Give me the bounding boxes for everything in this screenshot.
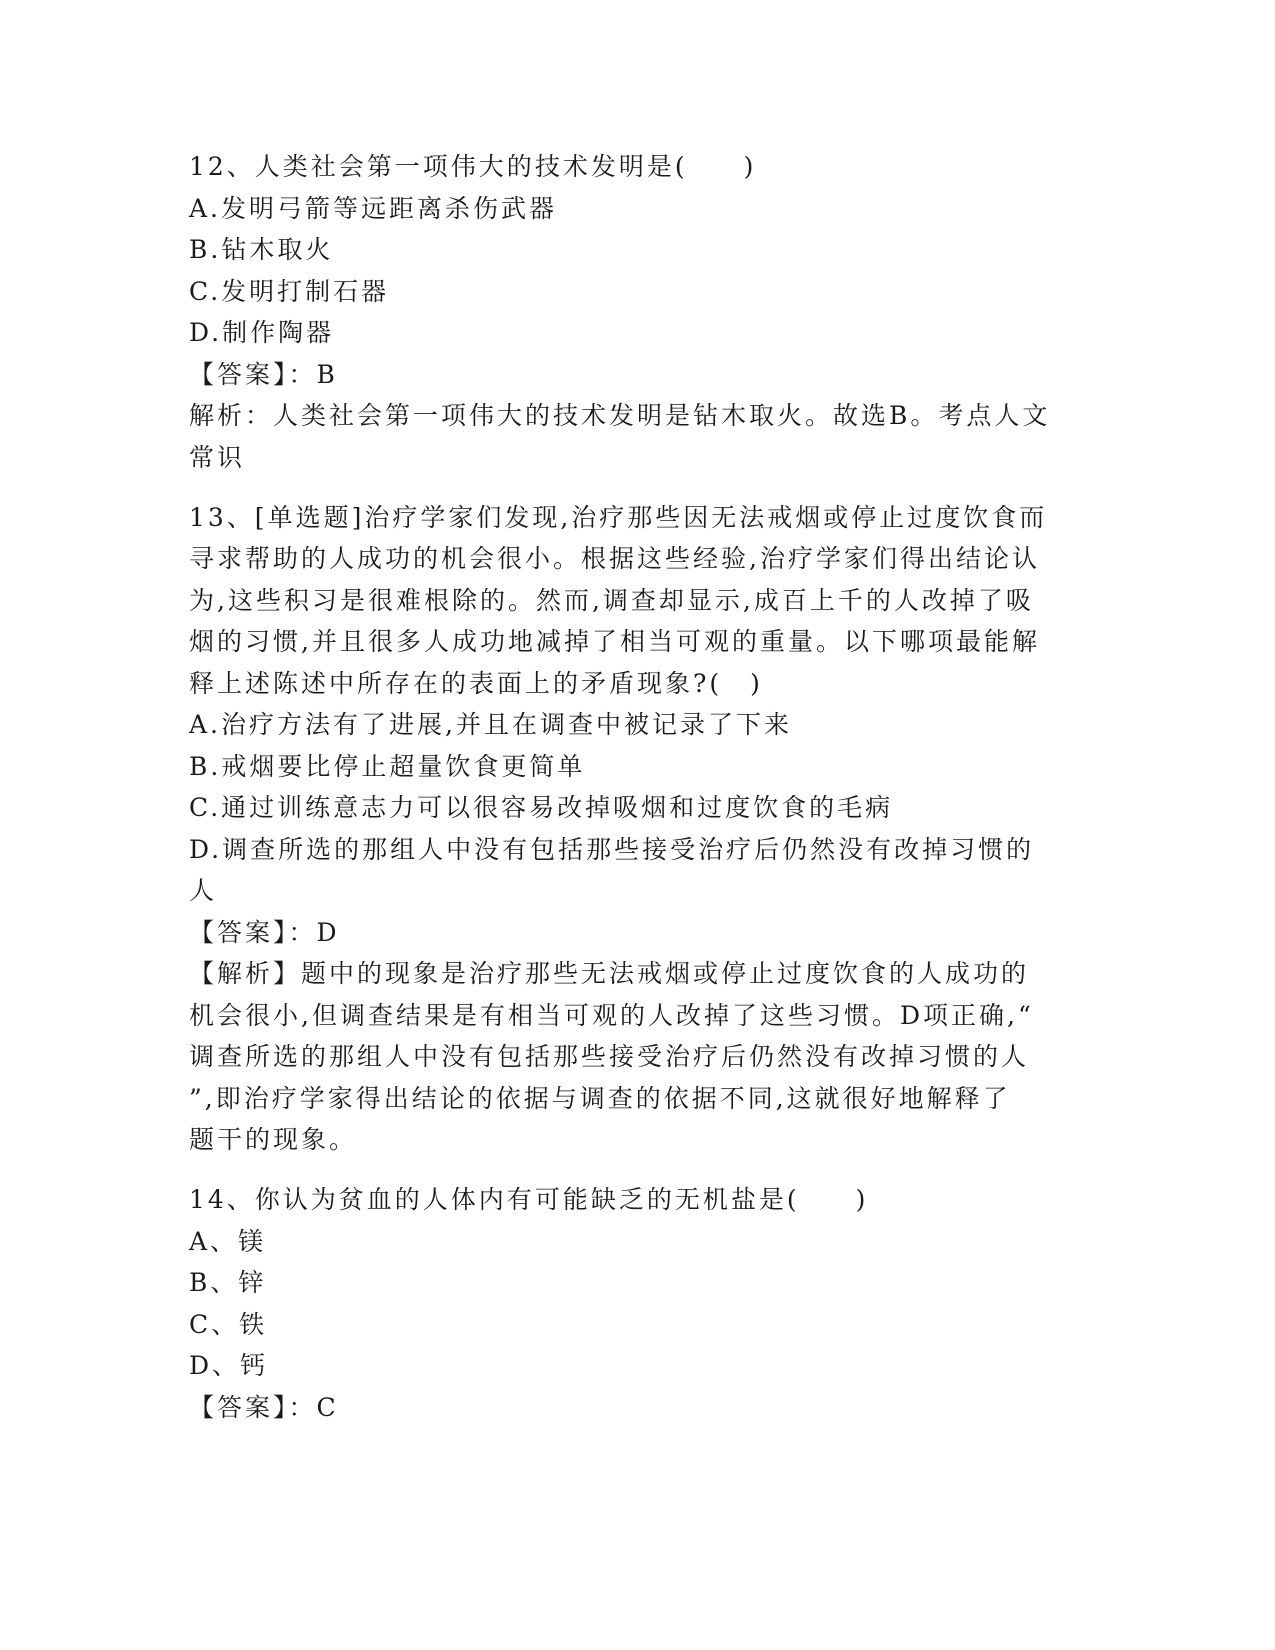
q13-analysis-line: 题干的现象。 [189, 1125, 358, 1154]
q12-analysis-line: 解析：人类社会第一项伟大的技术发明是钻木取火。故选B。考点人文 [189, 401, 1051, 430]
q13-option-b: B.戒烟要比停止超量饮食更简单 [189, 752, 586, 781]
q13-stem-line: 寻求帮助的人成功的机会很小。根据这些经验,治疗学家们得出结论认 [189, 544, 1040, 573]
q12-analysis-line: 常识 [189, 443, 246, 472]
q12-option-d: D.制作陶器 [189, 318, 335, 347]
q14-stem: 14、你认为贫血的人体内有可能缺乏的无机盐是( ) [189, 1185, 869, 1214]
q14-option-a: A、镁 [189, 1227, 267, 1256]
q12-stem: 12、人类社会第一项伟大的技术发明是( ) [189, 152, 757, 181]
q13-option-a: A.治疗方法有了进展,并且在调查中被记录了下来 [189, 710, 792, 739]
q13-analysis-line: 机会很小,但调查结果是有相当可观的人改掉了这些习惯。D项正确,“ [189, 1001, 1034, 1030]
q13-stem-line: 为,这些积习是很难根除的。然而,调查却显示,成百上千的人改掉了吸 [189, 586, 1034, 615]
q13-option-d: D.调查所选的那组人中没有包括那些接受治疗后仍然没有改掉习惯的 [189, 835, 1035, 864]
q13-stem-line: 13、[单选题]治疗学家们发现,治疗那些因无法戒烟或停止过度饮食而 [189, 503, 1048, 532]
q14-answer: 【答案】：C [189, 1393, 339, 1422]
q12-option-a: A.发明弓箭等远距离杀伤武器 [189, 194, 558, 223]
q13-analysis-line: 【解析】题中的现象是治疗那些无法戒烟或停止过度饮食的人成功的 [189, 959, 1030, 988]
q14-option-b: B、锌 [189, 1268, 267, 1297]
q13-analysis-line: 调查所选的那组人中没有包括那些接受治疗后仍然没有改掉习惯的人 [189, 1042, 1030, 1071]
q14-option-d: D、钙 [189, 1351, 269, 1380]
q12-option-c: C.发明打制石器 [189, 277, 390, 306]
q13-answer: 【答案】：D [189, 918, 340, 947]
q14-option-c: C、铁 [189, 1310, 268, 1339]
q13-stem-line: 释上述陈述中所存在的表面上的矛盾现象?( ) [189, 669, 763, 698]
q12-option-b: B.钻木取火 [189, 235, 334, 264]
q13-stem-line: 烟的习惯,并且很多人成功地减掉了相当可观的重量。以下哪项最能解 [189, 627, 1040, 656]
q13-option-c: C.通过训练意志力可以很容易改掉吸烟和过度饮食的毛病 [189, 793, 894, 822]
q13-option-d-cont: 人 [189, 876, 218, 905]
q13-analysis-line: ”,即治疗学家得出结论的依据与调查的依据不同,这就很好地解释了 [189, 1084, 1011, 1113]
q12-answer: 【答案】：B [189, 360, 338, 389]
